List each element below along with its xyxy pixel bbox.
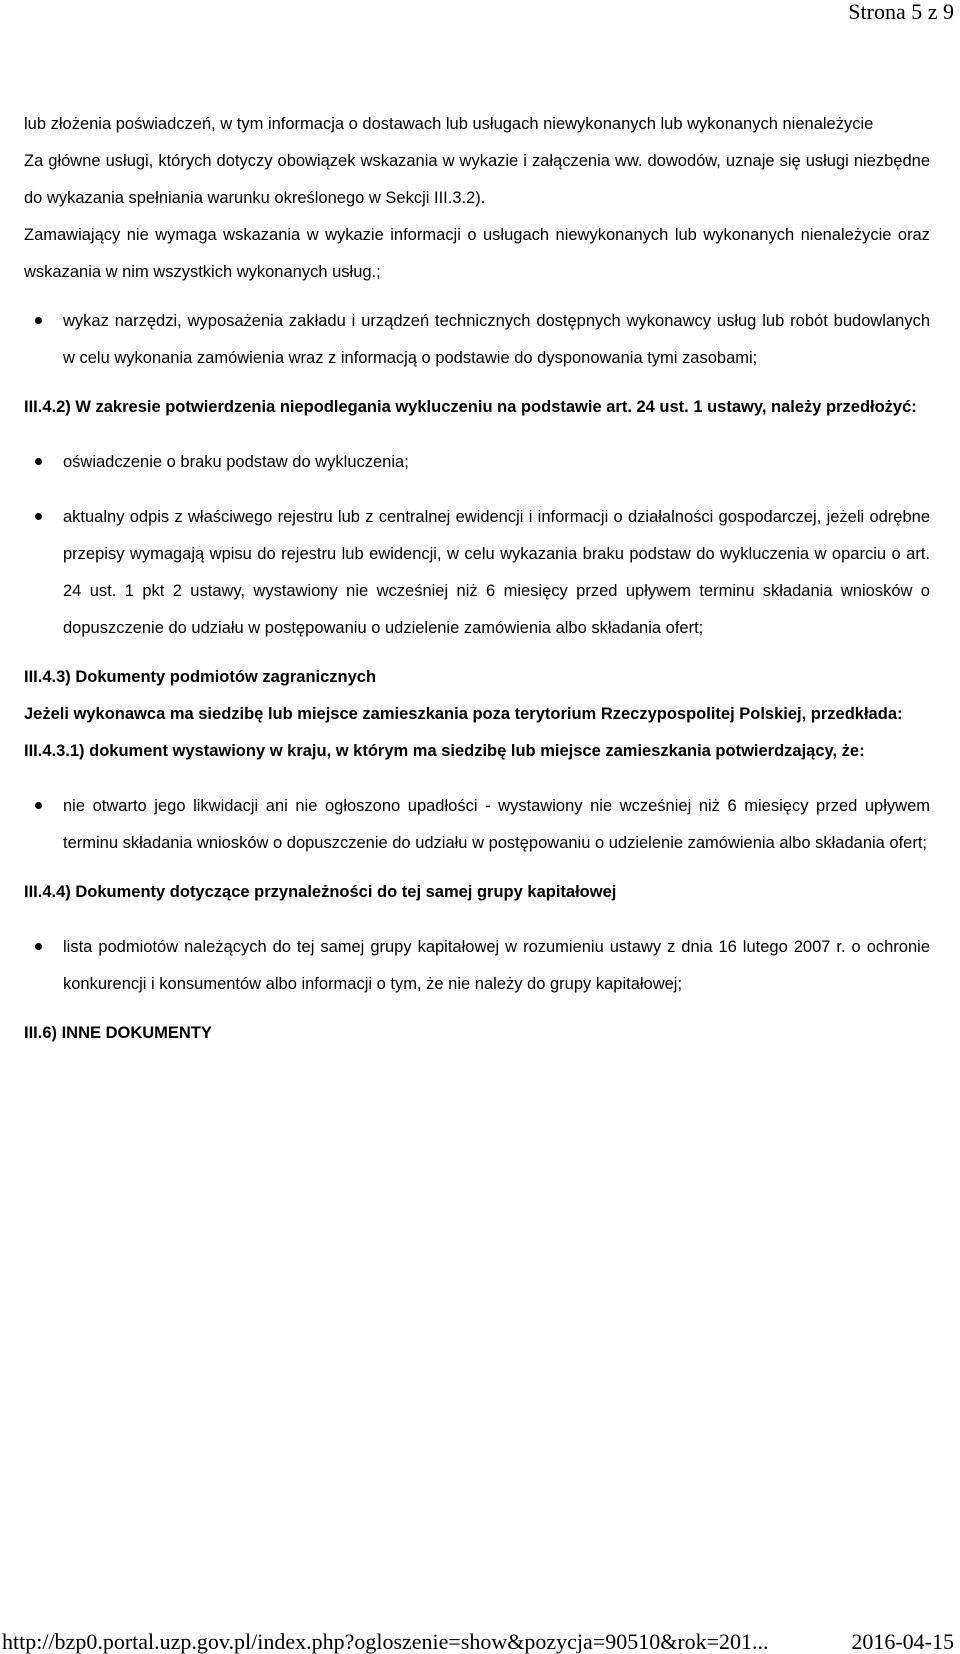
list-item-text: lista podmiotów należących do tej samej grupy kapitałowej w rozumieniu ustawy z dnia 16 lutego 2007 r. o ochronie konkurencji i konsumentów albo informacji o tym, że nie należy do grupy kapitałowej;: [63, 938, 930, 993]
list-item: [24, 303, 930, 377]
intro-paragraph-1: lub złożenia poświadczeń, w tym informacja o dostawach lub usługach niewykonanych lub wykonanych nienależycie: [24, 115, 874, 133]
footer-url: http://bzp0.portal.uzp.gov.pl/index.php?ogloszenie=show&pozycja=90510&rok=201...: [2, 1629, 769, 1654]
section-heading-4-2: III.4.2) W zakresie potwierdzenia niepodlegania wykluczeniu na podstawie art. 24 ust. 1 ustawy, należy przedłożyć:: [24, 398, 917, 416]
list-item-text: wykaz narzędzi, wyposażenia zakładu i urządzeń technicznych dostępnych wykonawcy usług lub robót budowlanych w celu wykonania zamówienia wraz z informacją o podstawie do dysponowania tymi zasobami;: [63, 312, 930, 367]
footer-date: 2016-04-15: [851, 1629, 954, 1654]
section-heading-4-3-1: III.4.3.1) dokument wystawiony w kraju, w którym ma siedzibę lub miejsce zamieszkania potwierdzający, że:: [24, 742, 865, 760]
list-item: [24, 929, 930, 1003]
foreign-documents-list: [24, 788, 930, 862]
page-number: Strona 5 z 9: [848, 0, 954, 24]
list-item-text: oświadczenie o braku podstaw do wykluczenia;: [63, 453, 409, 471]
qualification-list: [24, 303, 930, 377]
list-item: [24, 444, 930, 481]
document-body: [24, 106, 930, 1052]
bullet-icon: [35, 513, 42, 520]
section-heading-6: III.6) INNE DOKUMENTY: [24, 1024, 212, 1042]
bullet-icon: [35, 317, 42, 324]
bullet-icon: [35, 802, 42, 809]
list-item-text: nie otwarto jego likwidacji ani nie ogłoszono upadłości - wystawiony nie wcześniej niż 6 miesięcy przed upływem terminu składania wniosków o dopuszczenie do udziału w postępowaniu o udzielenie zamówienia albo składania ofert;: [63, 797, 930, 852]
page-footer: [0, 1630, 960, 1654]
exclusion-documents-list: [24, 444, 930, 647]
section-subheading-4-3: Jeżeli wykonawca ma siedzibę lub miejsce zamieszkania poza terytorium Rzeczypospolitej Polskiej, przedkłada:: [24, 705, 903, 723]
section-heading-4-4: III.4.4) Dokumenty dotyczące przynależności do tej samej grupy kapitałowej: [24, 883, 617, 901]
list-item: [24, 788, 930, 862]
bullet-icon: [35, 458, 42, 465]
list-item-text: aktualny odpis z właściwego rejestru lub z centralnej ewidencji i informacji o działalności gospodarczej, jeżeli odrębne przepisy wymagają wpisu do rejestru lub ewidencji, w celu wykazania braku podstaw do wykluczenia w oparciu o art. 24 ust. 1 pkt 2 ustawy, wystawiony nie wcześniej niż 6 miesięcy przed upływem terminu składania wniosków o dopuszczenie do udziału w postępowaniu o udzielenie zamówienia albo składania ofert;: [63, 508, 930, 637]
section-heading-4-3: III.4.3) Dokumenty podmiotów zagranicznych: [24, 668, 377, 686]
intro-paragraph-3: Zamawiający nie wymaga wskazania w wykazie informacji o usługach niewykonanych lub wykonanych nienależycie oraz wskazania w nim wszystkich wykonanych usług.;: [24, 226, 930, 281]
bullet-icon: [35, 943, 42, 950]
intro-paragraph-2: Za główne usługi, których dotyczy obowiązek wskazania w wykazie i załączenia ww. dowodów, uznaje się usługi niezbędne do wykazania spełniania warunku określonego w Sekcji III.3.2).: [24, 152, 930, 207]
capital-group-list: [24, 929, 930, 1003]
list-item: [24, 499, 930, 647]
